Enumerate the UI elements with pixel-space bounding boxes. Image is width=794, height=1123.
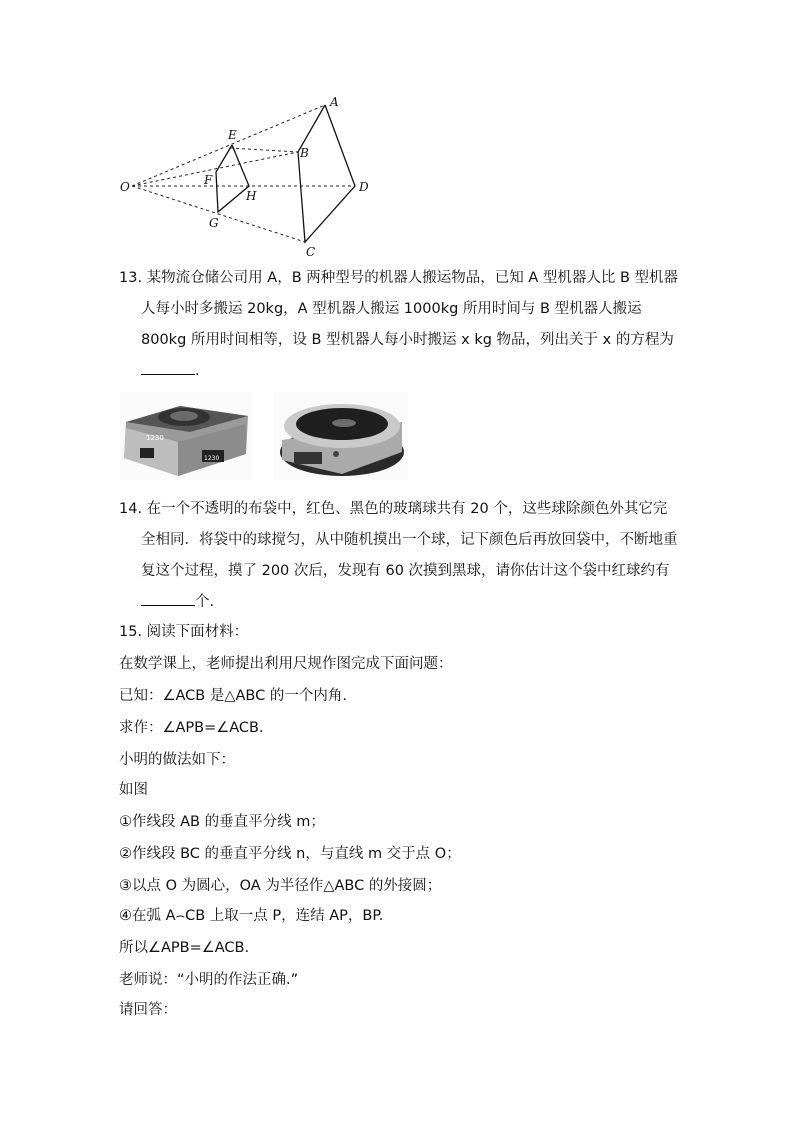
- question-14: [119, 494, 679, 618]
- question-14-text: 在一个不透明的布袋中，红色、黑色的玻璃球共有 20 个，这些球除颜色外其它完全相同．将袋中的球搅匀，从中随机摸出一个球，记下颜色后再放回袋中，不断地重复这个过程，摸了 200 次后，发现有 60 次摸到黑球，请你估计这个袋中红球约有: [141, 501, 678, 579]
- robot-a-image: [120, 392, 252, 480]
- label-B: B: [300, 146, 309, 160]
- label-F: F: [204, 173, 213, 187]
- question-13: [119, 263, 679, 387]
- robot-photos: [120, 392, 410, 482]
- geometry-svg: [110, 90, 380, 260]
- robot-a-label-1: 1230: [146, 434, 164, 442]
- robot-b-image: [274, 392, 408, 480]
- material-line: 老师说：“小明的作法正确.”: [119, 972, 299, 988]
- material-line: 小明的做法如下：: [119, 752, 235, 768]
- material-line: 求作：∠APB=∠ACB.: [119, 720, 264, 736]
- label-E: E: [228, 128, 237, 142]
- material-line: 已知：∠ACB 是△ABC 的一个内角.: [119, 688, 347, 704]
- material-line: 所以∠APB=∠ACB.: [119, 940, 250, 956]
- question-14-tail: 个.: [195, 594, 215, 610]
- material-line: ②作线段 BC 的垂直平分线 n，与直线 m 交于点 O；: [119, 846, 461, 862]
- label-A: A: [330, 95, 339, 109]
- label-G: G: [209, 216, 219, 230]
- similar-figure-diagram: [110, 90, 380, 260]
- material-line: 在数学课上，老师提出利用尺规作图完成下面问题：: [119, 656, 453, 672]
- material-line: 请回答：: [119, 1002, 177, 1018]
- question-14-number: 14.: [119, 501, 143, 517]
- material-line: ③以点 O 为圆心，OA 为半径作△ABC 的外接圆；: [119, 878, 442, 894]
- question-15-number: 15.: [119, 624, 143, 640]
- answer-blank-13[interactable]: [141, 360, 195, 375]
- question-15-title: [119, 622, 248, 642]
- ray-OC: [132, 186, 305, 242]
- answer-blank-14[interactable]: [141, 591, 195, 606]
- question-13-tail: .: [195, 363, 200, 379]
- material-line: ④在弧 A⌢CB 上取一点 P，连结 AP，BP.: [119, 908, 384, 924]
- robot-a-label-2: 1230: [204, 455, 220, 462]
- label-D: D: [359, 180, 369, 194]
- material-line: 如图: [119, 782, 148, 798]
- question-13-number: 13.: [119, 270, 143, 286]
- quad-EFGH: [216, 145, 249, 212]
- material-line: ①作线段 AB 的垂直平分线 m；: [119, 814, 325, 830]
- quad-ABCD: [298, 105, 355, 242]
- label-H: H: [246, 189, 257, 203]
- label-C: C: [306, 245, 316, 259]
- dash-EB: [230, 148, 298, 152]
- ray-OB: [132, 152, 298, 186]
- question-15-title-text: 阅读下面材料：: [146, 624, 249, 640]
- question-13-text: 某物流仓储公司用 A，B 两种型号的机器人搬运物品，已知 A 型机器人比 B 型机器人每小时多搬运 20kg，A 型机器人搬运 1000kg 所用时间与 B 型机器人搬运 800kg 所用时间相等，设 B 型机器人每小时搬运 x kg 物品，列出关于 x 的方程为: [141, 270, 679, 348]
- ray-OA: [132, 105, 325, 186]
- label-O: O: [120, 180, 130, 194]
